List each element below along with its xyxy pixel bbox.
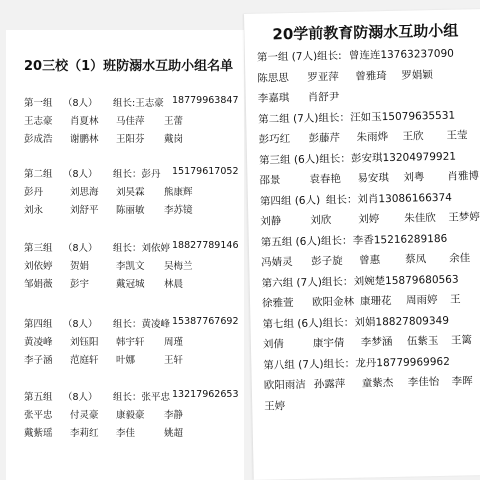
line-cell: 组长：彭丹 (113, 169, 161, 180)
line-cell: 刘舒平 (70, 205, 99, 216)
line-cell: 第三组 (6人)组长： (258, 152, 351, 167)
line-cell: 贺娟 (70, 261, 90, 272)
line-cell: 肖雅博 (447, 170, 480, 183)
line-cell: 孙露萍 (313, 377, 346, 391)
line-cell: （8人） (63, 243, 98, 254)
line-cell: 刘婷 (358, 213, 380, 226)
line-cell: 王梦婷 (448, 211, 480, 224)
left-document-title: 20三校（1）班防溺水互助小组名单 (24, 59, 234, 74)
line-cell: 林晨 (164, 279, 184, 290)
line-cell: 组长：黄凌峰 (113, 319, 171, 330)
line-cell: 王蕾 (164, 116, 184, 127)
line-cell: 王 (449, 293, 461, 306)
line-cell: 王莹 (446, 129, 468, 142)
line-cell: 刘婉楚15879680563 (353, 273, 459, 288)
line-cell: 陈思思 (257, 71, 289, 85)
line-cell: 刘倩 (262, 338, 285, 351)
line-cell: 欧阳金林 (311, 295, 355, 309)
line-cell: 肖夏林 (70, 116, 99, 127)
line-cell: 王婷 (264, 399, 286, 413)
line-cell: 李苏镜 (164, 205, 193, 216)
line-cell: 李莉红 (70, 428, 99, 439)
line-cell: 组长:王志豪 (113, 98, 164, 109)
line-cell: 刘钰阳 (70, 337, 99, 348)
line-cell: 吴梅兰 (164, 261, 193, 272)
line-cell: 王篱 (450, 334, 473, 347)
line-cell: 第八组 (7人)组长： (263, 357, 356, 372)
line-cell: 组长：张平忠 (113, 392, 171, 403)
line-cell: 李晖 (451, 375, 473, 388)
line-cell: 黄凌峰 (24, 337, 53, 348)
line-cell: 彭巧红 (258, 133, 291, 146)
line-cell: 谢鹏林 (70, 134, 99, 145)
line-cell: 刘粤 (403, 171, 425, 184)
line-cell: 刘娟18827809349 (354, 314, 450, 329)
line-cell: 韩宇轩 (116, 337, 145, 348)
line-cell: 曾惠 (359, 254, 381, 267)
left-document-page (6, 30, 244, 480)
line-cell: 第五组 (24, 392, 53, 403)
line-cell: 李嘉琪 (257, 92, 290, 105)
line-cell: 易安琪 (357, 172, 390, 185)
line-cell: 张平忠 (24, 410, 53, 421)
line-cell: 马佳萍 (116, 116, 145, 127)
line-cell: 组长：刘肖13086166374 (325, 191, 453, 206)
line-cell: 康毅豪 (116, 410, 145, 421)
line-cell: 刘思海 (70, 187, 99, 198)
line-cell: 朱佳欣 (404, 212, 436, 225)
line-cell: 刘永 (24, 205, 44, 216)
line-cell: 熊康辉 (164, 187, 193, 198)
line-cell: 彭成浩 (24, 134, 53, 145)
line-cell: 付灵豪 (70, 410, 99, 421)
line-cell: 周雨婷 (405, 294, 438, 307)
line-cell: 王志豪 (24, 116, 53, 127)
line-cell: 第三组 (24, 243, 53, 254)
line-cell: 童紫杰 (361, 376, 394, 390)
line-cell: 第五组 (6人)组长： (260, 234, 353, 249)
line-cell: 罗亚萍 (307, 70, 339, 84)
line-cell: 李香15216289186 (352, 232, 448, 247)
line-cell: 康宇倩 (312, 336, 345, 350)
line-cell: 姚超 (164, 428, 184, 439)
line-cell: 汪如玉15079635531 (350, 109, 456, 124)
line-cell: 彭子旋 (311, 254, 343, 268)
line-cell: 蔡凤 (405, 253, 427, 266)
line-cell: （8人） (63, 319, 98, 330)
line-cell: 邹娟薇 (24, 279, 53, 290)
line-cell: 18827789146 (172, 240, 239, 251)
line-cell: 王轩 (164, 355, 184, 366)
line-cell: 邵景 (259, 174, 281, 187)
line-cell: 戴紫瑶 (24, 428, 53, 439)
line-cell: 陈丽敏 (116, 205, 145, 216)
line-cell: 组长：刘依婷 (113, 243, 171, 254)
line-cell: 欧阳雨洁 (263, 378, 306, 392)
line-cell: 冯婧灵 (261, 256, 293, 269)
line-cell: （8人） (63, 169, 98, 180)
line-cell: 曾连连13763237090 (348, 47, 455, 62)
line-cell: （8人） (63, 98, 98, 109)
line-cell: 刘昊霖 (116, 187, 145, 198)
line-cell: 李佳怡 (407, 375, 440, 389)
line-cell: 朱雨烨 (356, 131, 389, 144)
line-cell: 康珊花 (359, 294, 392, 308)
line-cell: 第一组 (24, 98, 53, 109)
line-cell: 周瑾 (164, 337, 184, 348)
line-cell: 李子涵 (24, 355, 53, 366)
line-cell: 李凯文 (116, 261, 145, 272)
line-cell: 李静 (164, 410, 184, 421)
line-cell: 肖舒尹 (307, 91, 340, 104)
right-document-page (244, 9, 480, 480)
line-cell: 袁春艳 (309, 173, 342, 186)
line-cell: 龙丹18779969962 (355, 355, 450, 370)
line-cell: 第四组 (6人) (259, 193, 321, 208)
line-cell: 第一组 (7人)组长: (256, 49, 342, 64)
line-cell: 彭藤芹 (308, 132, 341, 145)
line-cell: 13217962653 (172, 389, 239, 400)
line-cell: （8人） (63, 392, 98, 403)
line-cell: 彭安琪13204979921 (350, 150, 457, 165)
line-cell: 15179617052 (172, 166, 239, 177)
line-cell: 彭宇 (70, 279, 90, 290)
line-cell: 刘静 (260, 215, 282, 228)
line-cell: 刘依婷 (24, 261, 53, 272)
line-cell: 罗娟颖 (401, 68, 433, 82)
line-cell: 戴冠城 (116, 279, 145, 290)
line-cell: 第四组 (24, 319, 53, 330)
line-cell: 范庭轩 (70, 355, 99, 366)
line-cell: 李梦涵 (360, 335, 393, 349)
line-cell: 王欣 (402, 130, 424, 143)
line-cell: 第七组 (6人)组长： (262, 316, 355, 331)
line-cell: 彭丹 (24, 187, 44, 198)
line-cell: 叶娜 (116, 355, 136, 366)
line-cell: 第六组 (7人)组长： (261, 275, 354, 290)
line-cell: 第二组 (24, 169, 53, 180)
line-cell: 15387767692 (172, 316, 239, 327)
line-cell: 刘欣 (310, 214, 332, 227)
line-cell: 徐雅萱 (261, 297, 294, 310)
line-cell: 18779963847 (172, 95, 239, 106)
line-cell: 李佳 (116, 428, 136, 439)
line-cell: 戴岗 (164, 134, 184, 145)
line-cell: 第二组 (7人)组长： (258, 111, 351, 126)
line-cell: 余佳 (449, 252, 471, 265)
line-cell: 伍紫玉 (406, 335, 439, 348)
right-document-title: 20学前教育防溺水互助小组 (272, 21, 459, 44)
line-cell: 王阳芬 (116, 134, 145, 145)
line-cell: 曾雅琦 (355, 69, 387, 83)
